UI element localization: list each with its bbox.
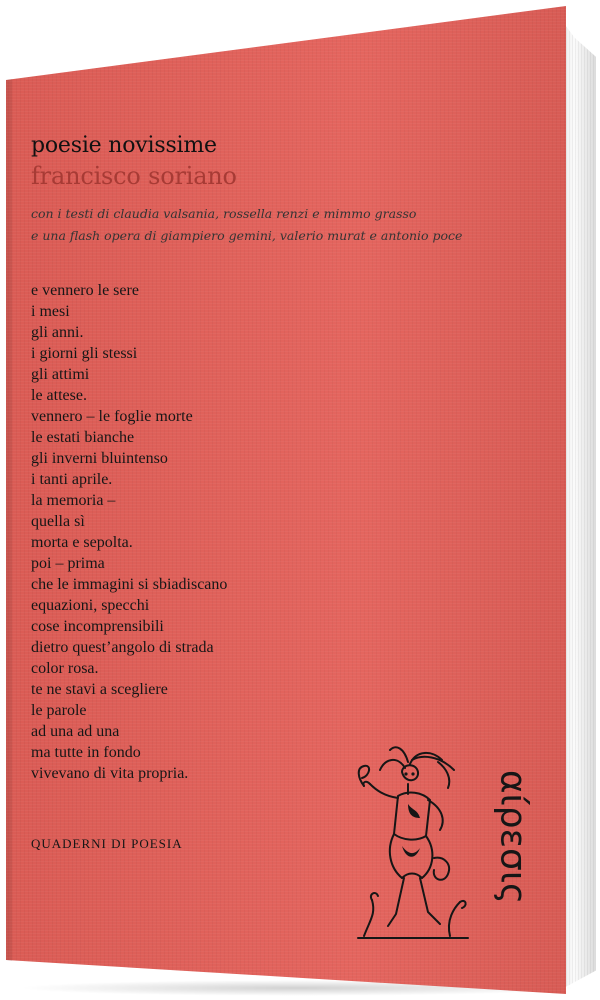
poem-line: gli anni. xyxy=(31,324,84,341)
woodcut-figure-icon xyxy=(350,738,475,943)
poem-line: vennero – le foglie morte xyxy=(31,408,193,425)
poem-line: quella sì xyxy=(31,513,85,530)
book-title: poesie novissime xyxy=(31,133,217,158)
series-name: QUADERNI DI POESIA xyxy=(31,836,183,851)
poem-line: vivevano di vita propria. xyxy=(31,765,189,782)
credits-line: e una flash opera di giampiero gemini, valerio murat e antonio poce xyxy=(31,228,463,243)
poem-line: le attese. xyxy=(31,387,87,404)
publisher-logo: αίρεσις xyxy=(492,769,534,905)
poem-line: e vennero le sere xyxy=(31,282,139,299)
poem-line: ad una ad una xyxy=(31,723,120,740)
poem-line: gli attimi xyxy=(31,366,90,383)
poem-text xyxy=(31,280,227,784)
poem-line: i mesi xyxy=(31,303,70,320)
poem-line: che le immagini si sbiadiscano xyxy=(31,576,228,593)
poem-line: equazioni, specchi xyxy=(31,597,150,614)
poem-line: poi – prima xyxy=(31,555,105,572)
poem-line: te ne stavi a scegliere xyxy=(31,681,168,698)
poem-line: i giorni gli stessi xyxy=(31,345,138,362)
poem-line: la memoria – xyxy=(31,492,116,509)
poem-line: dietro quest’angolo di strada xyxy=(31,639,214,656)
poem-line: ma tutte in fondo xyxy=(31,744,141,761)
poem-line: le estati bianche xyxy=(31,429,135,446)
poem-line: gli inverni bluintenso xyxy=(31,450,168,467)
book-credits xyxy=(31,203,462,247)
credits-line: con i testi di claudia valsania, rossella renzi e mimmo grasso xyxy=(31,206,417,221)
poem-line: le parole xyxy=(31,702,87,719)
book-author: francisco soriano xyxy=(31,162,237,190)
poem-line: i tanti aprile. xyxy=(31,471,113,488)
poem-line: morta e sepolta. xyxy=(31,534,133,551)
poem-line: cose incomprensibili xyxy=(31,618,164,635)
poem-line: color rosa. xyxy=(31,660,99,677)
